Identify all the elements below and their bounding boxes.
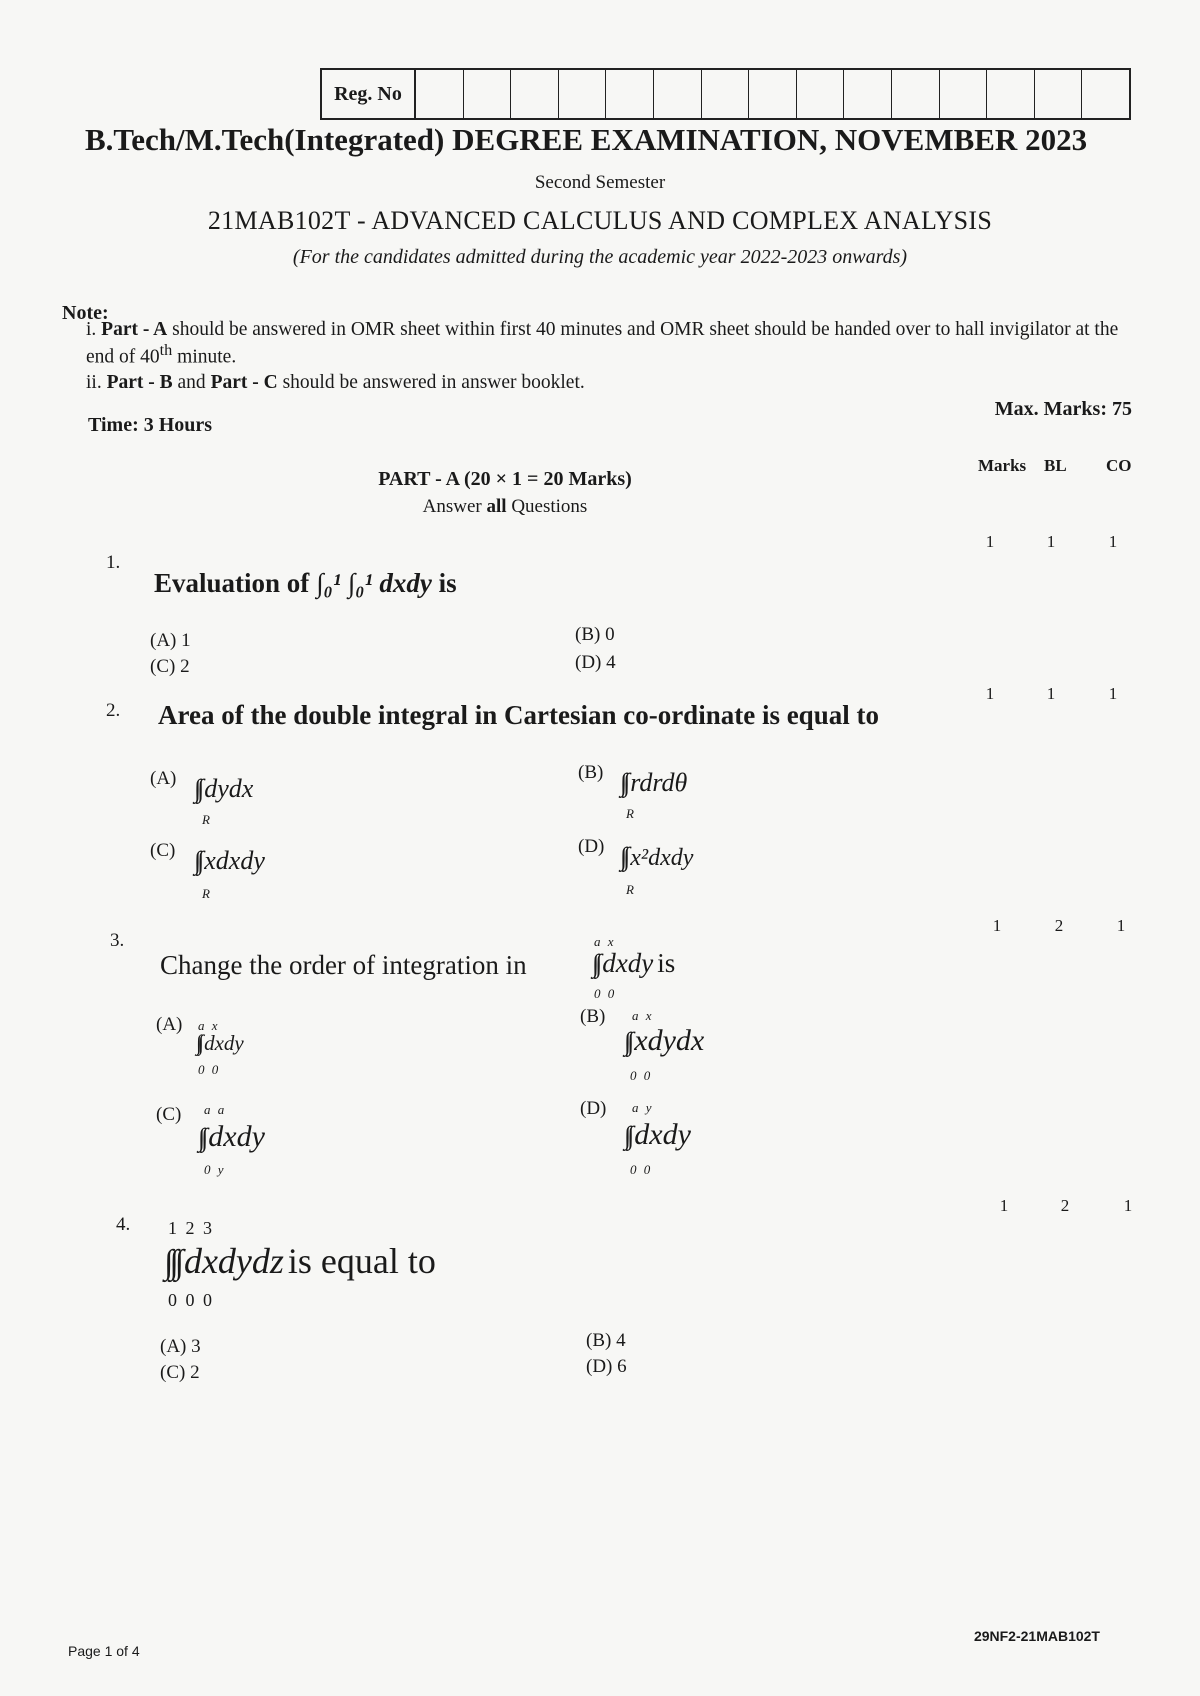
double-integral-symbol: ∫∫: [620, 842, 627, 871]
triple-integral-symbol: ∫∫∫: [164, 1244, 180, 1281]
double-integral-symbol: ∫∫: [198, 1123, 205, 1152]
stem-expr: dxdydz: [183, 1241, 284, 1281]
reg-no-cell: [606, 70, 654, 118]
option-d-expression: [624, 1118, 691, 1152]
reg-no-box: [320, 68, 1131, 120]
note-number: ii.: [86, 372, 102, 393]
lower-limits: 0 0: [198, 1062, 221, 1077]
question-marks: 1: [985, 684, 995, 703]
option-b-label: (B): [580, 1006, 606, 1027]
option-expr: x²dxdy: [630, 845, 694, 871]
exam-title: B.Tech/M.Tech(Integrated) DEGREE EXAMINATION, NOVEMBER 2023: [85, 122, 1088, 157]
lower-limits: 0 0: [630, 1068, 653, 1083]
option-expr: xdydx: [634, 1024, 705, 1057]
question-number: 4.: [116, 1214, 131, 1235]
reg-no-cell: [797, 70, 845, 118]
region-label: R: [626, 806, 636, 821]
admitted-note: (For the candidates admitted during the academic year 2022-2023 onwards): [292, 246, 908, 268]
question-number: 1.: [106, 552, 121, 573]
reg-no-cell: [702, 70, 750, 118]
reg-no-cell: [416, 70, 464, 118]
stem-expr: dxdy: [602, 948, 654, 978]
option-d: (D) 6: [586, 1356, 627, 1377]
option-expr: rdrdθ: [630, 768, 688, 797]
question-bl: 2: [1054, 916, 1064, 935]
option-a: (A) 3: [160, 1336, 201, 1357]
page-number: Page 1 of 4: [68, 1643, 140, 1659]
note-item-1: [86, 320, 1146, 368]
double-integral-symbol: ∫∫: [624, 1027, 631, 1056]
double-integral-symbol: ∫∫: [194, 774, 201, 803]
reg-no-cell: [511, 70, 559, 118]
option-d: (D) 4: [575, 652, 616, 673]
region-label: R: [626, 882, 636, 897]
option-c: (C) 2: [160, 1362, 200, 1383]
question-bl: 2: [1060, 1196, 1070, 1215]
question-stem: Area of the double integral in Cartesian co-ordinate is equal to: [158, 700, 879, 730]
upper-limits: a x: [632, 1008, 654, 1023]
note-text: should be answered in OMR sheet within first 40 minutes and OMR sheet should be handed over to hall invigilator at the end of 40: [86, 319, 1119, 368]
note-bold: Part - B: [106, 372, 173, 393]
question-number: 2.: [106, 700, 121, 721]
question-bl: 1: [1046, 532, 1056, 551]
double-integral-symbol: ∫∫: [194, 846, 201, 875]
option-d-label: (D): [580, 1098, 607, 1119]
region-label: R: [202, 812, 212, 827]
double-integral-symbol: ∫∫: [624, 1121, 631, 1150]
question-co: 1: [1123, 1196, 1133, 1215]
option-a-label: (A): [150, 768, 177, 789]
option-b: (B) 4: [586, 1330, 626, 1351]
double-integral-symbol: ∫∫: [592, 949, 599, 978]
region-label: R: [202, 886, 212, 901]
part-a-title: PART - A (20 × 1 = 20 Marks): [378, 468, 632, 490]
reg-no-cell: [654, 70, 702, 118]
instruction-text: Questions: [511, 496, 588, 517]
reg-no-cell: [987, 70, 1035, 118]
col-header-bl: BL: [1044, 456, 1067, 475]
semester: Second Semester: [534, 172, 666, 193]
option-expr: dxdy: [208, 1120, 265, 1153]
question-marks: 1: [992, 916, 1002, 935]
reg-no-cell: [940, 70, 988, 118]
note-bold: Part - A: [101, 319, 168, 340]
upper-limits: a x: [594, 934, 616, 949]
option-b-expression: [620, 768, 687, 798]
stem-math: ∫₀¹ ∫₀¹ dxdy: [316, 568, 432, 598]
option-b-label: (B): [578, 762, 604, 783]
note-sup: th: [159, 341, 173, 359]
part-a-instruction: [0, 496, 1010, 518]
reg-no-cell: [1082, 70, 1129, 118]
option-c-label: (C): [150, 840, 176, 861]
double-integral-symbol: ∫∫: [620, 768, 627, 797]
question-number: 3.: [110, 930, 125, 951]
reg-no-cell: [844, 70, 892, 118]
upper-limits: 1 2 3: [168, 1218, 214, 1238]
stem-text: Evaluation of: [154, 568, 310, 598]
question-co: 1: [1108, 532, 1118, 551]
upper-limits: a x: [198, 1018, 220, 1033]
option-b-expression: [624, 1024, 704, 1058]
col-header-marks: Marks: [978, 456, 1027, 475]
option-a-expression: [196, 1030, 244, 1056]
note-number: i.: [86, 319, 97, 340]
lower-limits: 0 0: [594, 986, 617, 1001]
stem-expression: [592, 948, 675, 979]
question-marks: 1: [999, 1196, 1009, 1215]
option-a-label: (A): [156, 1014, 183, 1035]
instruction-bold: all: [486, 496, 507, 517]
lower-limits: 0 y: [204, 1162, 226, 1177]
lower-limits: 0 0 0: [168, 1290, 214, 1310]
question-marks: 1: [985, 532, 995, 551]
reg-no-cell: [892, 70, 940, 118]
reg-no-cell: [464, 70, 512, 118]
question-bl: 1: [1046, 684, 1056, 703]
option-b: (B) 0: [575, 624, 615, 645]
note-heading: Note:: [62, 302, 109, 324]
option-expr: dydx: [204, 774, 254, 803]
upper-limits: a a: [204, 1102, 227, 1117]
reg-no-cell: [559, 70, 607, 118]
instruction-text: Answer: [422, 496, 482, 517]
double-integral-symbol: ∫∫: [196, 1030, 201, 1055]
reg-no-cell: [1035, 70, 1083, 118]
option-expr: dxdy: [634, 1118, 691, 1151]
course-title: 21MAB102T - ADVANCED CALCULUS AND COMPLEX ANALYSIS: [207, 206, 993, 235]
option-c-label: (C): [156, 1104, 182, 1125]
question-stem: [164, 1240, 436, 1282]
question-co: 1: [1116, 916, 1126, 935]
upper-limits: a y: [632, 1100, 654, 1115]
option-expr: dxdy: [204, 1031, 244, 1055]
stem-text: is equal to: [287, 1241, 436, 1281]
col-header-co: CO: [1106, 456, 1132, 475]
lower-limits: 0 0: [630, 1162, 653, 1177]
paper-code: 29NF2-21MAB102T: [973, 1628, 1100, 1644]
note-bold: Part - C: [210, 372, 278, 393]
note-text: and: [177, 372, 206, 393]
note-item-2: [86, 372, 585, 394]
question-stem: Change the order of integration in: [160, 950, 527, 980]
note-text: should be answered in answer booklet.: [282, 372, 585, 393]
note-text-end: minute.: [177, 346, 237, 368]
option-a: (A) 1: [150, 630, 191, 651]
stem-text: is: [657, 948, 676, 978]
stem-text: is: [438, 568, 457, 598]
time-label: Time: 3 Hours: [88, 414, 213, 436]
question-co: 1: [1108, 684, 1118, 703]
question-stem: [154, 568, 457, 599]
max-marks-label: Max. Marks: 75: [994, 398, 1132, 420]
option-c-expression: [194, 846, 265, 876]
option-d-expression: [620, 842, 693, 872]
option-expr: xdxdy: [204, 846, 265, 875]
option-c-expression: [198, 1120, 265, 1154]
reg-no-cell: [749, 70, 797, 118]
option-d-label: (D): [578, 836, 605, 857]
reg-no-label: Reg. No: [322, 70, 416, 118]
option-a-expression: [194, 774, 253, 804]
option-c: (C) 2: [150, 656, 190, 677]
